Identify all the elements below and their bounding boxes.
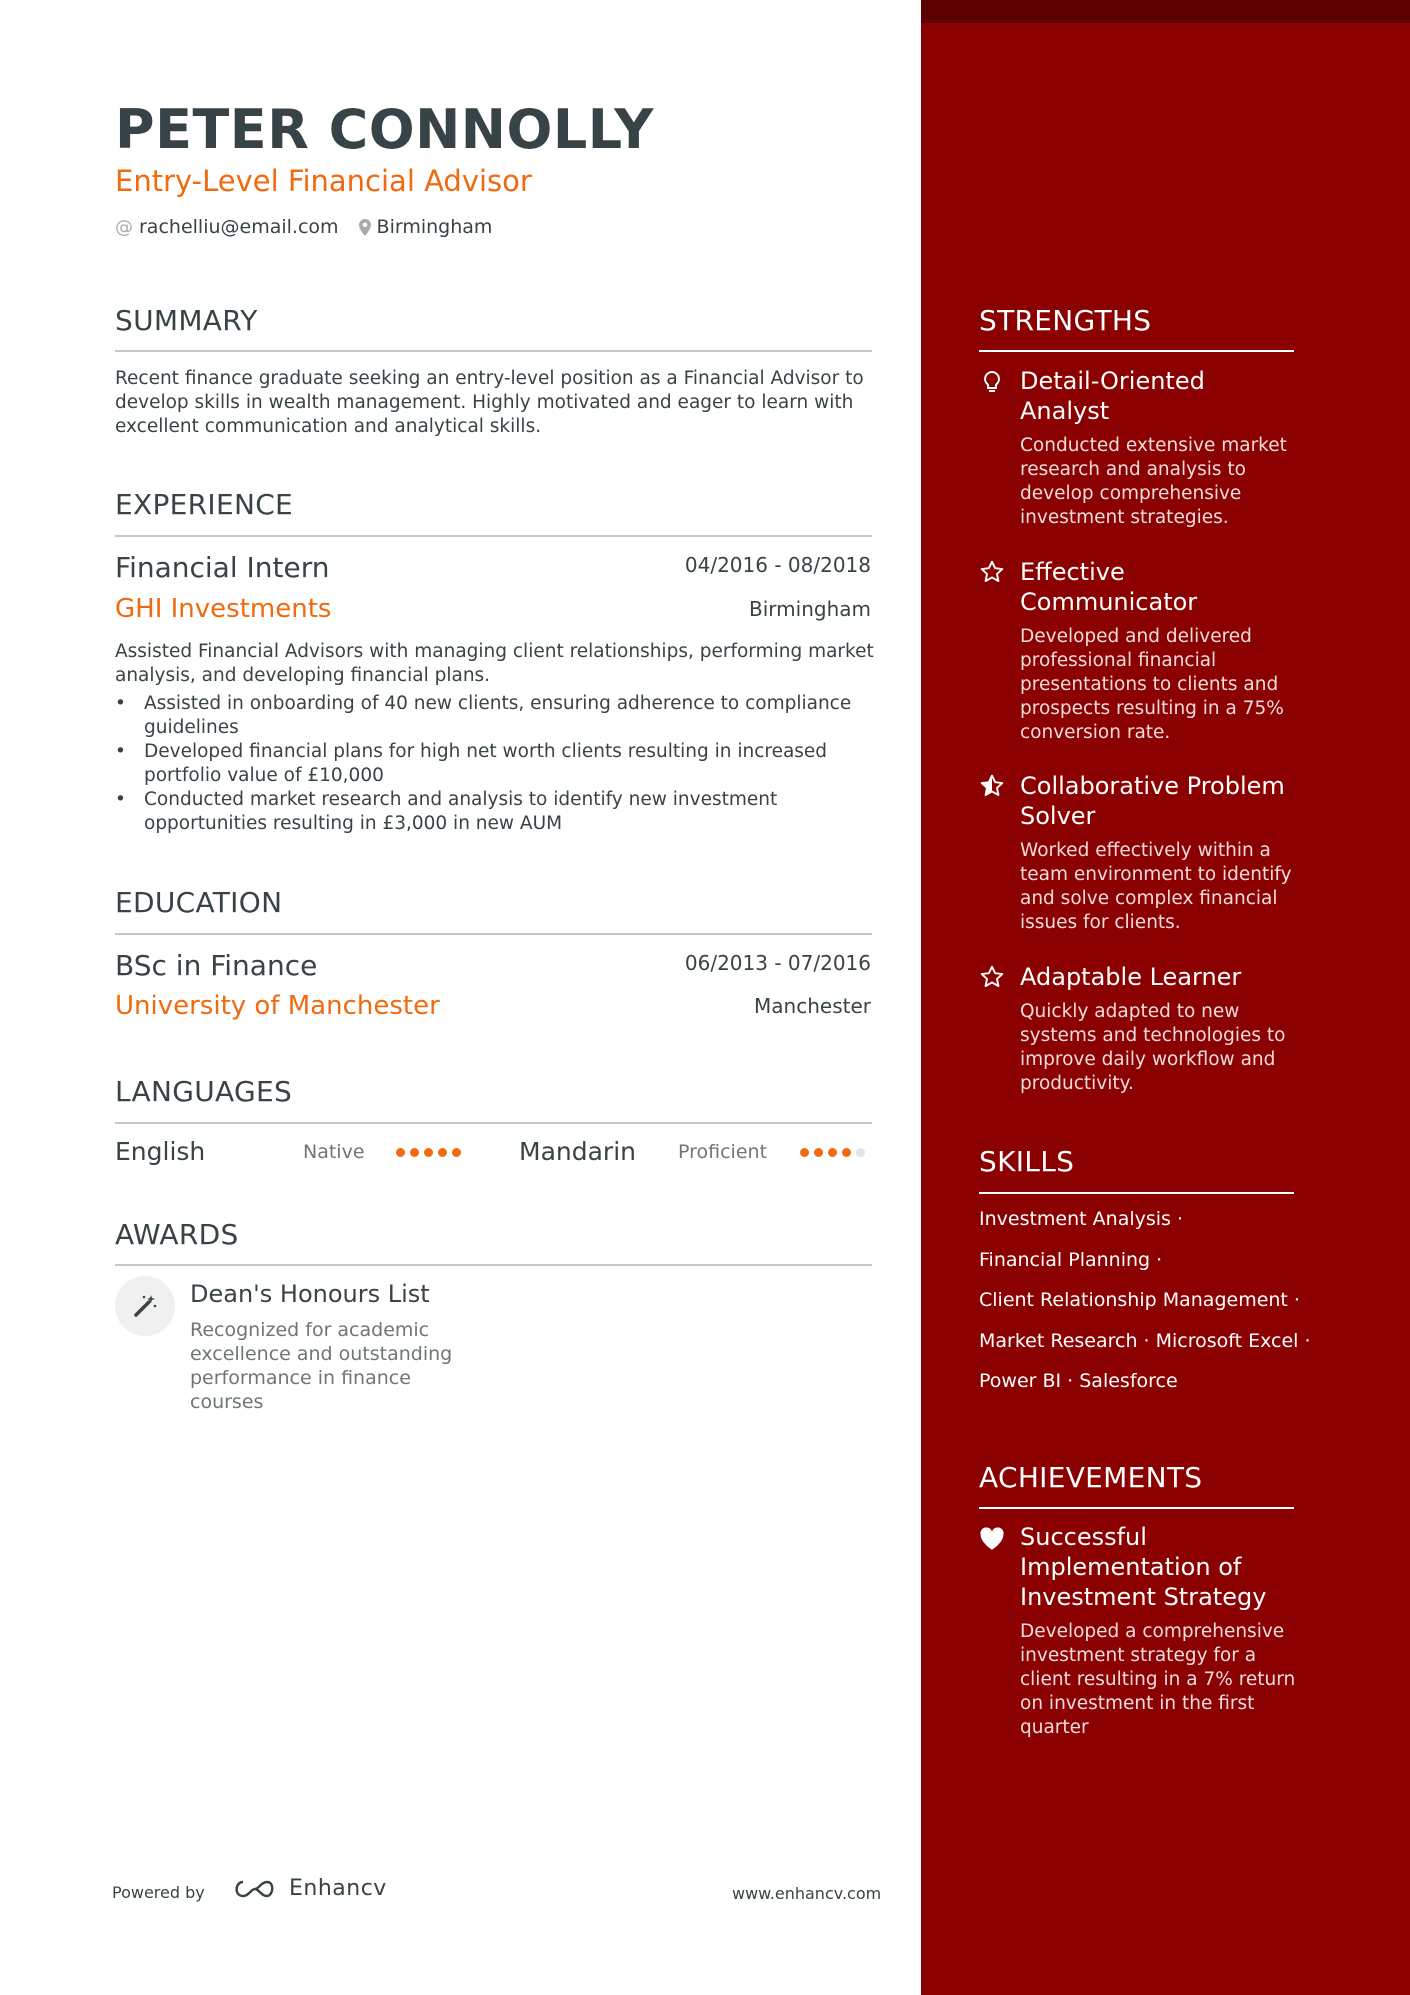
achievements-heading: ACHIEVEMENTS	[979, 1461, 1203, 1494]
list-item: • Conducted market research and analysis to identify new investment opportunities resulting in £3,000 in new AUM	[115, 788, 875, 836]
rating-dot-filled	[438, 1148, 447, 1157]
rating-dot-filled	[814, 1148, 823, 1157]
rating-dot-filled	[828, 1148, 837, 1157]
summary-divider	[115, 350, 872, 352]
skill-line: Financial Planning ·	[979, 1249, 1163, 1271]
rating-dot-filled	[452, 1148, 461, 1157]
language-name: English	[115, 1137, 206, 1166]
summary-text: Recent finance graduate seeking an entry-level position as a Financial Advisor to develop skills in wealth management. Highly motivated and eager to learn with excellent communication and analytical skills.	[115, 368, 864, 437]
experience-role: Financial Intern	[115, 551, 330, 584]
skill-line: Client Relationship Management ·	[979, 1289, 1300, 1311]
skill-line: Investment Analysis ·	[979, 1208, 1184, 1230]
strength-title: Adaptable Learner	[1020, 963, 1242, 991]
language-name: Mandarin	[519, 1137, 636, 1166]
language-level: Proficient	[678, 1141, 768, 1163]
strength-description: Quickly adapted to new systems and technologies to improve daily workflow and productivity.	[1020, 1001, 1286, 1094]
sidebar-top-bar	[921, 0, 1410, 23]
rating-dot-filled	[800, 1148, 809, 1157]
language-level: Native	[303, 1141, 365, 1163]
list-item: • Developed financial plans for high net worth clients resulting in increased portfolio value of £10,000	[115, 740, 875, 788]
star-outline-icon	[979, 559, 1005, 585]
lightbulb-icon	[979, 369, 1005, 395]
education-degree: BSc in Finance	[115, 949, 318, 982]
strength-title: Collaborative Problem Solver	[1020, 772, 1285, 830]
summary-heading: SUMMARY	[115, 304, 258, 337]
award-title: Dean's Honours List	[190, 1280, 430, 1308]
email-text: rachelliu@email.com	[139, 216, 339, 238]
location-pin-icon	[359, 219, 371, 236]
star-half-icon	[979, 773, 1005, 799]
achievements-divider	[979, 1507, 1294, 1509]
award-description: Recognized for academic excellence and outstanding performance in finance courses	[190, 1319, 453, 1413]
contact-row	[115, 216, 512, 238]
experience-bullets	[115, 692, 875, 836]
skills-heading: SKILLS	[979, 1145, 1075, 1178]
skill-line: Market Research · Microsoft Excel ·	[979, 1330, 1311, 1352]
enhancv-brand: Enhancv	[289, 1876, 387, 1901]
enhancv-logo-icon	[231, 1877, 279, 1901]
education-divider	[115, 933, 872, 935]
star-outline-icon	[979, 964, 1005, 990]
candidate-title: Entry-Level Financial Advisor	[115, 164, 532, 198]
languages-heading: LANGUAGES	[115, 1075, 293, 1108]
candidate-name: PETER CONNOLLY	[115, 98, 654, 161]
rating-dot-filled	[410, 1148, 419, 1157]
enhancv-logo[interactable]	[231, 1876, 387, 1901]
experience-heading: EXPERIENCE	[115, 488, 294, 521]
experience-divider	[115, 535, 872, 537]
skill-line: Power BI · Salesforce	[979, 1370, 1178, 1392]
language-rating	[800, 1148, 865, 1157]
awards-divider	[115, 1264, 872, 1266]
experience-dates: 04/2016 - 08/2018	[684, 553, 871, 577]
experience-description: Assisted Financial Advisors with managing client relationships, performing market analysis, and developing financial plans.	[115, 641, 874, 686]
strengths-divider	[979, 350, 1294, 352]
strength-title: Detail-Oriented Analyst	[1020, 367, 1205, 425]
education-location: Manchester	[754, 994, 871, 1018]
location-text: Birmingham	[376, 216, 493, 238]
languages-divider	[115, 1122, 872, 1124]
strength-description: Worked effectively within a team environment to identify and solve complex financial issues for clients.	[1020, 840, 1292, 933]
skills-divider	[979, 1192, 1294, 1194]
contact-location	[359, 216, 493, 238]
rating-dot-empty	[856, 1148, 865, 1157]
experience-company: GHI Investments	[115, 594, 332, 624]
heart-icon	[979, 1526, 1005, 1552]
footer-url[interactable]: www.enhancv.com	[732, 1884, 882, 1903]
education-dates: 06/2013 - 07/2016	[684, 951, 871, 975]
magic-wand-icon	[115, 1276, 175, 1336]
experience-location: Birmingham	[749, 597, 871, 621]
rating-dot-filled	[396, 1148, 405, 1157]
footer-powered-by: Powered by	[112, 1883, 205, 1902]
achievement-description: Developed a comprehensive investment strategy for a client resulting in a 7% return on investment in the first quarter	[1020, 1621, 1296, 1738]
rating-dot-filled	[424, 1148, 433, 1157]
at-icon: @	[115, 216, 133, 238]
achievement-title: Successful Implementation of Investment Strategy	[1020, 1523, 1267, 1611]
education-school: University of Manchester	[115, 991, 440, 1021]
awards-heading: AWARDS	[115, 1218, 239, 1251]
strength-description: Developed and delivered professional financial presentations to clients and prospects resulting in a 75% conversion rate.	[1020, 626, 1284, 743]
list-item: • Assisted in onboarding of 40 new clients, ensuring adherence to compliance guidelines	[115, 692, 875, 740]
strength-title: Effective Communicator	[1020, 558, 1198, 616]
contact-email[interactable]	[115, 216, 339, 238]
rating-dot-filled	[842, 1148, 851, 1157]
strengths-heading: STRENGTHS	[979, 304, 1152, 337]
education-heading: EDUCATION	[115, 886, 283, 919]
language-rating	[396, 1148, 461, 1157]
strength-description: Conducted extensive market research and analysis to develop comprehensive investment strategies.	[1020, 435, 1287, 528]
